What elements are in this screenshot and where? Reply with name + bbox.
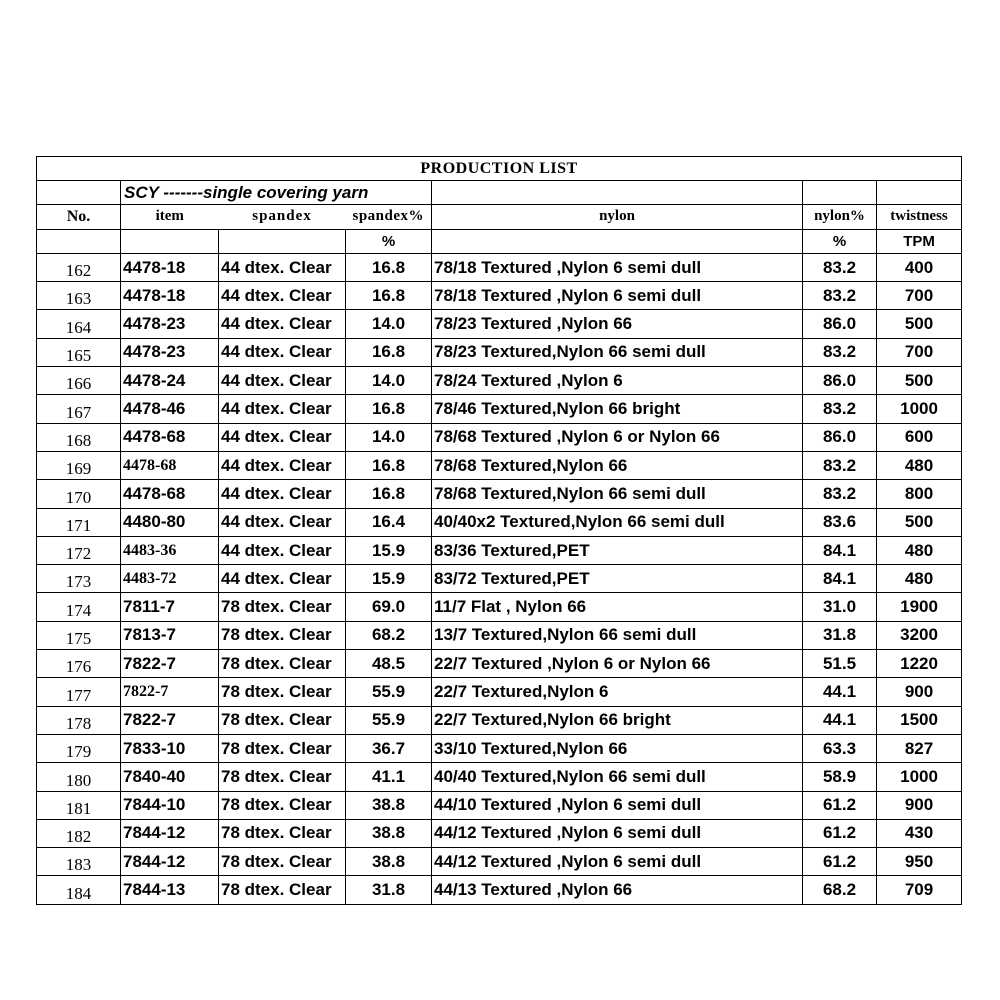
cell-spandex: 44 dtex. Clear <box>219 480 346 508</box>
cell-item: 4478-68 <box>121 480 219 508</box>
cell-nylon-pct: 44.1 <box>803 678 877 706</box>
cell-no: 172 <box>37 536 121 564</box>
cell-nylon-pct: 58.9 <box>803 763 877 791</box>
cell-item: 7844-10 <box>121 791 219 819</box>
table-row <box>37 508 962 536</box>
cell-nylon: 44/10 Textured ,Nylon 6 semi dull <box>432 791 803 819</box>
cell-spandex: 78 dtex. Clear <box>219 819 346 847</box>
cell-nylon-pct: 68.2 <box>803 876 877 904</box>
cell-spandex: 78 dtex. Clear <box>219 593 346 621</box>
cell-spandex: 78 dtex. Clear <box>219 621 346 649</box>
cell-spandex-pct: 16.8 <box>346 395 432 423</box>
table-row <box>37 338 962 366</box>
cell-twistness: 500 <box>877 367 962 395</box>
cell-item: 4478-68 <box>121 423 219 451</box>
cell-twistness: 500 <box>877 508 962 536</box>
cell-no: 180 <box>37 763 121 791</box>
table-row <box>37 819 962 847</box>
cell-nylon-pct: 31.0 <box>803 593 877 621</box>
cell-nylon: 40/40x2 Textured,Nylon 66 semi dull <box>432 508 803 536</box>
table-row <box>37 282 962 310</box>
unit-blank-cell <box>37 229 121 253</box>
cell-item: 7822-7 <box>121 650 219 678</box>
cell-nylon-pct: 83.2 <box>803 451 877 479</box>
cell-nylon: 78/46 Textured,Nylon 66 bright <box>432 395 803 423</box>
cell-nylon-pct: 83.2 <box>803 282 877 310</box>
subtitle-row <box>37 181 962 205</box>
unit-blank-cell <box>432 229 803 253</box>
cell-item: 4478-23 <box>121 338 219 366</box>
table-title: PRODUCTION LIST <box>37 157 962 181</box>
cell-nylon: 78/23 Textured ,Nylon 66 <box>432 310 803 338</box>
cell-spandex-pct: 55.9 <box>346 706 432 734</box>
title-row <box>37 157 962 181</box>
cell-twistness: 430 <box>877 819 962 847</box>
cell-nylon: 83/72 Textured,PET <box>432 565 803 593</box>
cell-item: 4478-24 <box>121 367 219 395</box>
cell-nylon-pct: 83.2 <box>803 480 877 508</box>
table-row <box>37 480 962 508</box>
cell-no: 167 <box>37 395 121 423</box>
cell-item: 4483-72 <box>121 565 219 593</box>
cell-nylon-pct: 61.2 <box>803 848 877 876</box>
cell-twistness: 700 <box>877 282 962 310</box>
cell-no: 168 <box>37 423 121 451</box>
table-row <box>37 848 962 876</box>
cell-twistness: 1500 <box>877 706 962 734</box>
cell-spandex-pct: 16.8 <box>346 253 432 281</box>
cell-spandex-pct: 36.7 <box>346 734 432 762</box>
table-row <box>37 451 962 479</box>
cell-nylon-pct: 61.2 <box>803 791 877 819</box>
cell-nylon: 40/40 Textured,Nylon 66 semi dull <box>432 763 803 791</box>
cell-twistness: 1900 <box>877 593 962 621</box>
cell-spandex-pct: 68.2 <box>346 621 432 649</box>
cell-spandex: 78 dtex. Clear <box>219 876 346 904</box>
cell-spandex-pct: 38.8 <box>346 819 432 847</box>
cell-spandex-pct: 15.9 <box>346 565 432 593</box>
cell-nylon: 78/23 Textured,Nylon 66 semi dull <box>432 338 803 366</box>
cell-no: 166 <box>37 367 121 395</box>
cell-no: 174 <box>37 593 121 621</box>
subtitle-blank-cell <box>877 181 962 205</box>
cell-no: 165 <box>37 338 121 366</box>
unit-twistness: TPM <box>877 229 962 253</box>
cell-nylon-pct: 44.1 <box>803 706 877 734</box>
cell-item: 7844-12 <box>121 819 219 847</box>
cell-spandex-pct: 41.1 <box>346 763 432 791</box>
table-row <box>37 395 962 423</box>
cell-nylon: 44/12 Textured ,Nylon 6 semi dull <box>432 819 803 847</box>
cell-twistness: 3200 <box>877 621 962 649</box>
cell-twistness: 900 <box>877 678 962 706</box>
cell-no: 178 <box>37 706 121 734</box>
table-row <box>37 621 962 649</box>
cell-twistness: 950 <box>877 848 962 876</box>
cell-twistness: 1000 <box>877 395 962 423</box>
cell-nylon-pct: 86.0 <box>803 310 877 338</box>
cell-item: 4483-36 <box>121 536 219 564</box>
cell-item: 7822-7 <box>121 706 219 734</box>
cell-spandex-pct: 31.8 <box>346 876 432 904</box>
cell-no: 179 <box>37 734 121 762</box>
cell-spandex-pct: 16.4 <box>346 508 432 536</box>
cell-no: 183 <box>37 848 121 876</box>
cell-spandex: 44 dtex. Clear <box>219 395 346 423</box>
header-item: item <box>121 205 219 229</box>
cell-nylon: 11/7 Flat , Nylon 66 <box>432 593 803 621</box>
cell-twistness: 1220 <box>877 650 962 678</box>
cell-nylon: 78/18 Textured ,Nylon 6 semi dull <box>432 282 803 310</box>
header-spandex: spandex <box>219 205 346 229</box>
unit-row <box>37 229 962 253</box>
cell-spandex-pct: 38.8 <box>346 791 432 819</box>
unit-blank-cell <box>121 229 219 253</box>
header-no: No. <box>37 205 121 229</box>
cell-nylon: 33/10 Textured,Nylon 66 <box>432 734 803 762</box>
table-row <box>37 536 962 564</box>
cell-spandex: 78 dtex. Clear <box>219 678 346 706</box>
table-row <box>37 706 962 734</box>
cell-spandex: 44 dtex. Clear <box>219 310 346 338</box>
cell-spandex-pct: 38.8 <box>346 848 432 876</box>
production-list-table <box>36 156 962 905</box>
cell-nylon: 78/18 Textured ,Nylon 6 semi dull <box>432 253 803 281</box>
table-row <box>37 565 962 593</box>
cell-item: 7811-7 <box>121 593 219 621</box>
cell-spandex-pct: 69.0 <box>346 593 432 621</box>
cell-nylon: 83/36 Textured,PET <box>432 536 803 564</box>
cell-twistness: 827 <box>877 734 962 762</box>
subtitle-blank-cell <box>432 181 803 205</box>
table-row <box>37 678 962 706</box>
cell-twistness: 400 <box>877 253 962 281</box>
cell-item: 4478-18 <box>121 282 219 310</box>
cell-nylon: 22/7 Textured,Nylon 66 bright <box>432 706 803 734</box>
cell-spandex-pct: 15.9 <box>346 536 432 564</box>
cell-no: 164 <box>37 310 121 338</box>
cell-spandex: 44 dtex. Clear <box>219 565 346 593</box>
cell-item: 4478-23 <box>121 310 219 338</box>
cell-spandex-pct: 14.0 <box>346 423 432 451</box>
cell-spandex: 44 dtex. Clear <box>219 367 346 395</box>
cell-nylon-pct: 83.2 <box>803 338 877 366</box>
cell-spandex: 78 dtex. Clear <box>219 763 346 791</box>
cell-nylon: 78/68 Textured,Nylon 66 <box>432 451 803 479</box>
cell-nylon-pct: 51.5 <box>803 650 877 678</box>
cell-spandex: 78 dtex. Clear <box>219 848 346 876</box>
cell-nylon: 22/7 Textured ,Nylon 6 or Nylon 66 <box>432 650 803 678</box>
cell-no: 176 <box>37 650 121 678</box>
unit-spandex-pct: % <box>346 229 432 253</box>
cell-spandex-pct: 16.8 <box>346 338 432 366</box>
cell-no: 173 <box>37 565 121 593</box>
cell-no: 181 <box>37 791 121 819</box>
cell-spandex: 78 dtex. Clear <box>219 734 346 762</box>
cell-nylon: 78/68 Textured,Nylon 66 semi dull <box>432 480 803 508</box>
cell-spandex: 44 dtex. Clear <box>219 536 346 564</box>
subtitle-blank-cell <box>37 181 121 205</box>
table-row <box>37 791 962 819</box>
header-nylon-pct: nylon% <box>803 205 877 229</box>
cell-spandex-pct: 48.5 <box>346 650 432 678</box>
cell-spandex-pct: 16.8 <box>346 480 432 508</box>
cell-nylon-pct: 83.6 <box>803 508 877 536</box>
cell-spandex: 44 dtex. Clear <box>219 253 346 281</box>
table-row <box>37 367 962 395</box>
cell-item: 7840-40 <box>121 763 219 791</box>
table-row <box>37 650 962 678</box>
cell-nylon-pct: 31.8 <box>803 621 877 649</box>
cell-item: 7844-12 <box>121 848 219 876</box>
unit-nylon-pct: % <box>803 229 877 253</box>
cell-spandex-pct: 16.8 <box>346 282 432 310</box>
cell-item: 7844-13 <box>121 876 219 904</box>
cell-spandex: 44 dtex. Clear <box>219 282 346 310</box>
cell-no: 170 <box>37 480 121 508</box>
cell-twistness: 480 <box>877 536 962 564</box>
cell-item: 4478-68 <box>121 451 219 479</box>
cell-nylon: 44/12 Textured ,Nylon 6 semi dull <box>432 848 803 876</box>
cell-spandex-pct: 14.0 <box>346 367 432 395</box>
cell-nylon-pct: 61.2 <box>803 819 877 847</box>
cell-spandex: 44 dtex. Clear <box>219 508 346 536</box>
cell-item: 4478-46 <box>121 395 219 423</box>
cell-nylon-pct: 84.1 <box>803 565 877 593</box>
cell-nylon: 78/24 Textured ,Nylon 6 <box>432 367 803 395</box>
cell-spandex-pct: 14.0 <box>346 310 432 338</box>
cell-twistness: 709 <box>877 876 962 904</box>
cell-nylon: 78/68 Textured ,Nylon 6 or Nylon 66 <box>432 423 803 451</box>
cell-twistness: 1000 <box>877 763 962 791</box>
table-row <box>37 763 962 791</box>
cell-twistness: 900 <box>877 791 962 819</box>
cell-nylon-pct: 63.3 <box>803 734 877 762</box>
cell-no: 184 <box>37 876 121 904</box>
table-row <box>37 876 962 904</box>
cell-nylon-pct: 84.1 <box>803 536 877 564</box>
cell-no: 163 <box>37 282 121 310</box>
table-row <box>37 253 962 281</box>
cell-twistness: 480 <box>877 451 962 479</box>
cell-item: 4480-80 <box>121 508 219 536</box>
unit-blank-cell <box>219 229 346 253</box>
cell-no: 182 <box>37 819 121 847</box>
cell-spandex: 78 dtex. Clear <box>219 706 346 734</box>
cell-nylon-pct: 83.2 <box>803 395 877 423</box>
cell-nylon-pct: 86.0 <box>803 423 877 451</box>
cell-nylon: 22/7 Textured,Nylon 6 <box>432 678 803 706</box>
cell-spandex: 78 dtex. Clear <box>219 650 346 678</box>
cell-spandex: 44 dtex. Clear <box>219 338 346 366</box>
cell-no: 169 <box>37 451 121 479</box>
cell-twistness: 800 <box>877 480 962 508</box>
cell-no: 175 <box>37 621 121 649</box>
cell-spandex: 44 dtex. Clear <box>219 451 346 479</box>
cell-spandex-pct: 55.9 <box>346 678 432 706</box>
cell-spandex-pct: 16.8 <box>346 451 432 479</box>
cell-nylon-pct: 86.0 <box>803 367 877 395</box>
table-row <box>37 734 962 762</box>
cell-twistness: 600 <box>877 423 962 451</box>
cell-item: 4478-18 <box>121 253 219 281</box>
cell-no: 171 <box>37 508 121 536</box>
header-spandex-pct: spandex% <box>346 205 432 229</box>
subtitle-blank-cell <box>803 181 877 205</box>
cell-spandex: 44 dtex. Clear <box>219 423 346 451</box>
cell-twistness: 700 <box>877 338 962 366</box>
table-row <box>37 310 962 338</box>
cell-nylon: 13/7 Textured,Nylon 66 semi dull <box>432 621 803 649</box>
header-twistness: twistness <box>877 205 962 229</box>
table-row <box>37 593 962 621</box>
cell-item: 7833-10 <box>121 734 219 762</box>
cell-twistness: 500 <box>877 310 962 338</box>
cell-nylon-pct: 83.2 <box>803 253 877 281</box>
table-subtitle: SCY -------single covering yarn <box>121 181 432 205</box>
table-row <box>37 423 962 451</box>
header-nylon: nylon <box>432 205 803 229</box>
cell-twistness: 480 <box>877 565 962 593</box>
cell-spandex: 78 dtex. Clear <box>219 791 346 819</box>
cell-no: 177 <box>37 678 121 706</box>
cell-nylon: 44/13 Textured ,Nylon 66 <box>432 876 803 904</box>
cell-item: 7813-7 <box>121 621 219 649</box>
cell-item: 7822-7 <box>121 678 219 706</box>
cell-no: 162 <box>37 253 121 281</box>
header-row <box>37 205 962 229</box>
